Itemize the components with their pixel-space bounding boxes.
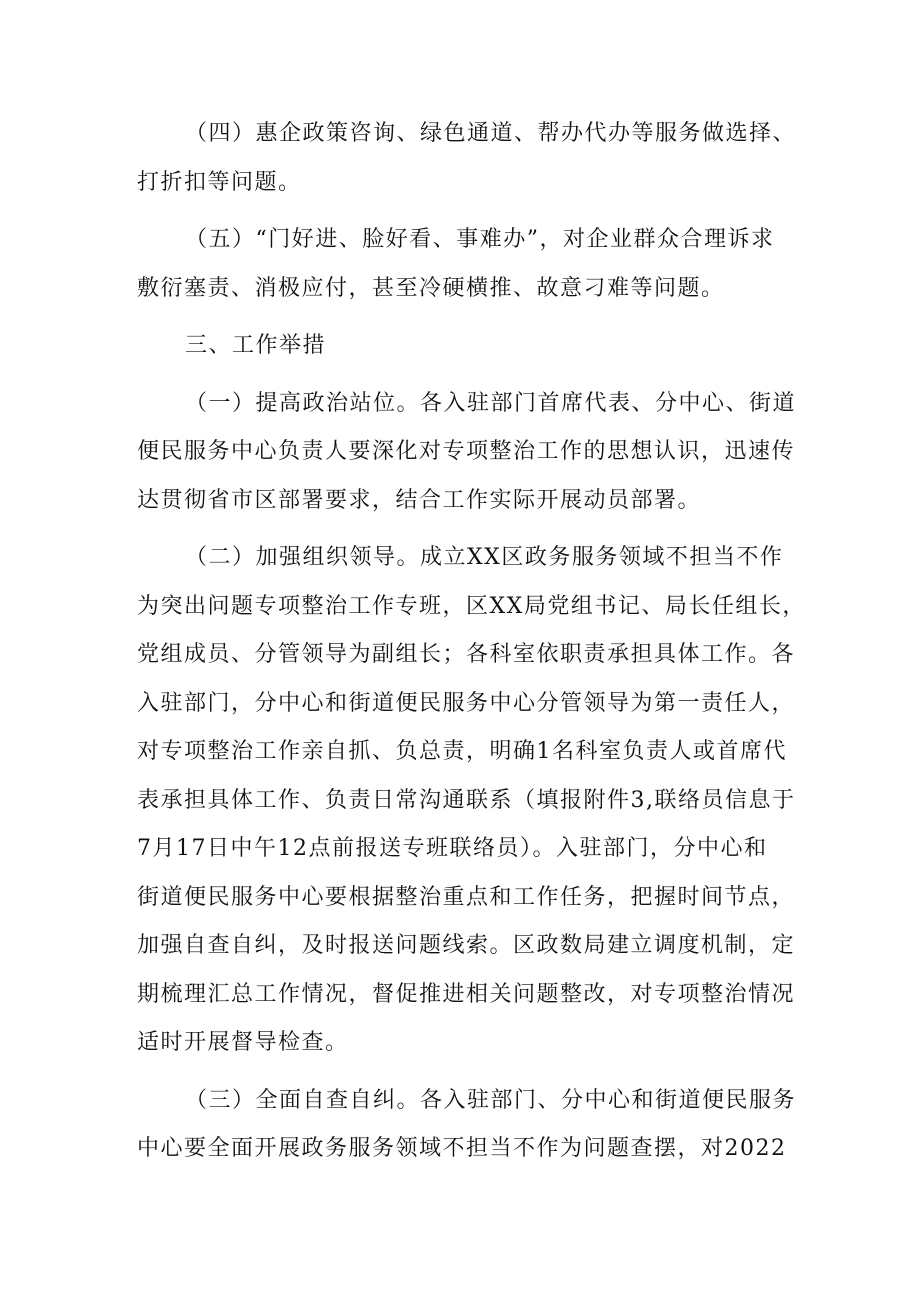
paragraph-item-5 bbox=[137, 216, 797, 313]
text-line: 便民服务中心负责人要深化对专项整治工作的思想认识，迅速传 bbox=[137, 439, 796, 464]
text-line: 中心要全面开展政务服务领域不担当不作为问题查摆，对2022 bbox=[137, 1136, 787, 1161]
paragraph-measure-3 bbox=[137, 1077, 797, 1174]
text-line: 敷衍塞责、消极应付，甚至冷硬横推、故意刁难等问题。 bbox=[137, 275, 725, 301]
text-line: （五）“门好进、脸好看、事难办”，对企业群众合理诉求 bbox=[185, 227, 775, 252]
document-body bbox=[137, 110, 806, 1183]
text-line: （一）提高政治站位。各入驻部门首席代表、分中心、街道 bbox=[185, 390, 797, 416]
text-line: 适时开展督导检查。 bbox=[137, 1030, 349, 1055]
paragraph-measure-1 bbox=[137, 380, 797, 526]
text-line: 表承担具体工作、负责日常沟通联系（填报附件3,联络员信息于 bbox=[137, 787, 796, 813]
text-line: 街道便民服务中心要根据整治重点和工作任务，把握时间节点， bbox=[137, 884, 796, 910]
paragraph-item-4 bbox=[137, 110, 797, 207]
text-line: 加强自查自纠，及时报送问题线索。区政数局建立调度机制，定 bbox=[137, 933, 796, 958]
text-line: 入驻部门，分中心和街道便民服务中心分管领导为第一责任人， bbox=[137, 690, 796, 716]
text-line: 7月17日中午12点前报送专班联络员）。入驻部门，分中心和 bbox=[137, 836, 768, 861]
text-line: （三）全面自查自纠。各入驻部门、分中心和街道便民服务 bbox=[185, 1087, 797, 1113]
paragraph-measure-2 bbox=[137, 534, 806, 1068]
text-line: 达贯彻省市区部署要求，结合工作实际开展动员部署。 bbox=[137, 487, 702, 513]
text-line: 期梳理汇总工作情况，督促推进相关问题整改，对专项整治情况 bbox=[137, 981, 796, 1007]
text-line: 为突出问题专项整治工作专班，区XX局党组书记、局长任组长， bbox=[137, 593, 806, 619]
text-line: 党组成员、分管领导为副组长；各科室依职责承担具体工作。各 bbox=[137, 642, 796, 667]
text-line: 对专项整治工作亲自抓、负总责，明确1名科室负责人或首席代 bbox=[137, 739, 787, 764]
text-line: 打折扣等问题。 bbox=[137, 169, 302, 195]
section-heading-text: 三、工作举措 bbox=[185, 333, 327, 358]
section-heading-work-measures bbox=[137, 322, 797, 371]
text-line: （四）惠企政策咨询、绿色通道、帮办代办等服务做选择、 bbox=[185, 121, 797, 146]
text-line: （二）加强组织领导。成立XX区政务服务领域不担当不作 bbox=[185, 545, 784, 570]
